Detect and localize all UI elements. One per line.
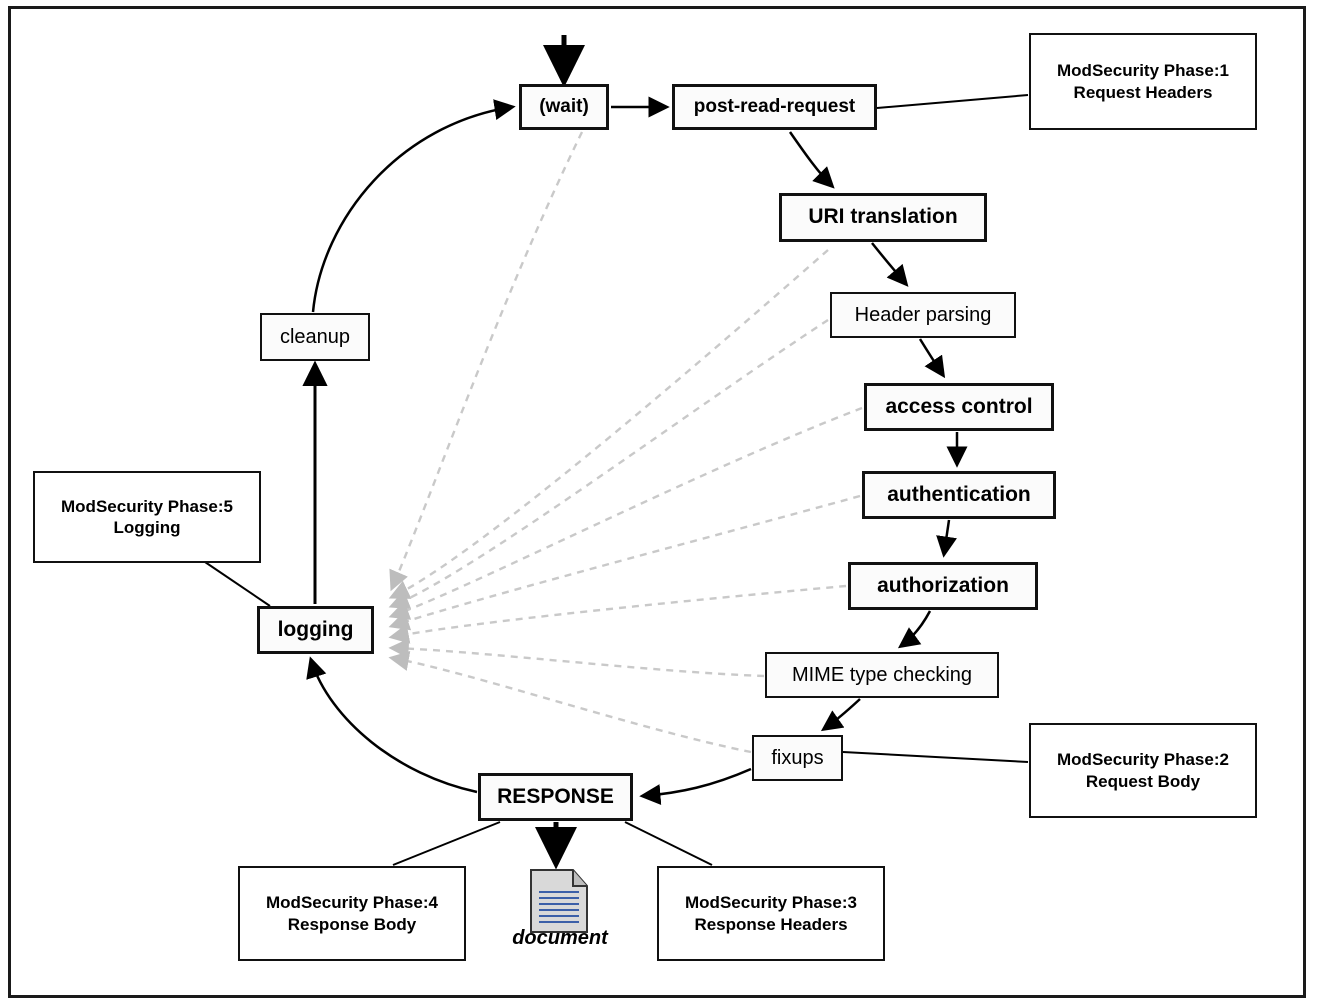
node-authorization[interactable] bbox=[848, 562, 1038, 610]
node-mime-type-checking-label: MIME type checking bbox=[791, 663, 973, 686]
annotation-phase-3-line-1: ModSecurity Phase:3 bbox=[685, 893, 857, 913]
annotation-phase-4 bbox=[238, 866, 466, 961]
annotation-phase-5 bbox=[33, 471, 261, 563]
annotation-phase-2-line-2: Request Body bbox=[1085, 771, 1201, 791]
node-wait-label: (wait) bbox=[539, 96, 589, 118]
node-post-read-request-label: post-read-request bbox=[693, 96, 856, 118]
node-access-control-label: access control bbox=[885, 394, 1033, 418]
annotation-phase-1-line-2: Request Headers bbox=[1073, 82, 1213, 102]
annotation-phase-3-line-2: Response Headers bbox=[694, 914, 848, 934]
node-post-read-request[interactable] bbox=[672, 84, 877, 130]
node-response-label: RESPONSE bbox=[497, 784, 614, 808]
node-logging-label: logging bbox=[277, 617, 354, 641]
node-access-control[interactable] bbox=[864, 383, 1054, 431]
node-cleanup-label: cleanup bbox=[279, 325, 351, 348]
node-response[interactable] bbox=[478, 773, 633, 821]
node-header-parsing[interactable] bbox=[830, 292, 1016, 338]
annotation-phase-5-line-1: ModSecurity Phase:5 bbox=[61, 496, 233, 516]
annotation-phase-3 bbox=[657, 866, 885, 961]
annotation-phase-2-line-1: ModSecurity Phase:2 bbox=[1057, 750, 1229, 770]
annotation-phase-5-line-2: Logging bbox=[113, 518, 181, 537]
annotation-phase-4-line-1: ModSecurity Phase:4 bbox=[266, 893, 438, 913]
annotation-phase-4-line-2: Response Body bbox=[287, 914, 417, 934]
node-fixups[interactable] bbox=[752, 735, 843, 781]
node-cleanup[interactable] bbox=[260, 313, 370, 361]
node-fixups-label: fixups bbox=[771, 746, 824, 769]
annotation-phase-2 bbox=[1029, 723, 1257, 818]
document-label: document bbox=[512, 927, 608, 949]
node-wait[interactable] bbox=[519, 84, 609, 130]
node-mime-type-checking[interactable] bbox=[765, 652, 999, 698]
node-logging[interactable] bbox=[257, 606, 374, 654]
annotation-phase-1-line-1: ModSecurity Phase:1 bbox=[1057, 61, 1229, 81]
node-uri-translation[interactable] bbox=[779, 193, 987, 242]
node-header-parsing-label: Header parsing bbox=[854, 303, 992, 326]
node-uri-translation-label: URI translation bbox=[808, 205, 958, 229]
node-authentication-label: authentication bbox=[887, 482, 1031, 506]
annotation-phase-1 bbox=[1029, 33, 1257, 130]
node-authorization-label: authorization bbox=[877, 573, 1009, 597]
node-authentication[interactable] bbox=[862, 471, 1056, 519]
